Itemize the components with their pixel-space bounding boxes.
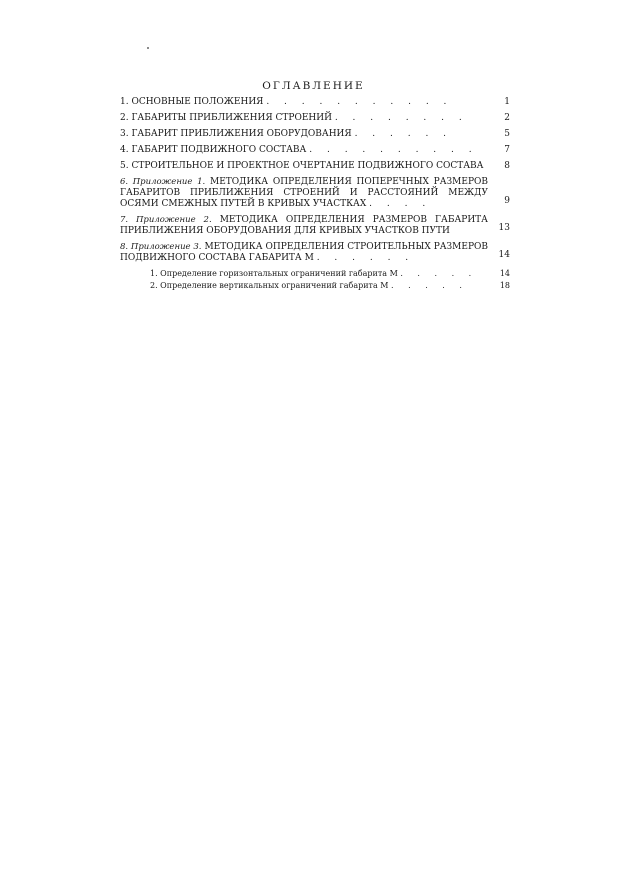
toc-page-number: 8 [504,161,510,171]
toc-page-number: 9 [504,196,510,206]
toc-entry-text: МЕТОДИКА ОПРЕДЕЛЕНИЯ СТРОИТЕЛЬНЫХ РАЗМЕРОВ ПОДВИЖНОГО СОСТАВА ГАБАРИТА М [120,242,489,263]
toc-leader-dots: . . . . . . . . . . . [266,97,453,107]
toc-subentry-1[interactable] [150,269,510,279]
toc-entry-appendix-label: 7. Приложение 2. [120,215,212,225]
toc-page-number: 2 [504,113,510,123]
toc-subentry-2[interactable] [150,281,510,291]
toc-page-number: 13 [498,223,510,233]
toc-entry-appendix-label: 6. Приложение 1. [120,177,206,187]
toc-page-number: 14 [499,269,510,278]
toc-leader-dots: . . . . . . [316,253,415,263]
toc-entry-text: 2. ГАБАРИТЫ ПРИБЛИЖЕНИЯ СТРОЕНИЙ [120,113,332,123]
toc-page-number: 18 [499,281,510,290]
toc-entry-text: 3. ГАБАРИТ ПРИБЛИЖЕНИЯ ОБОРУДОВАНИЯ [120,129,352,139]
toc-entry-3[interactable] [120,129,510,140]
toc-entry-8[interactable] [120,242,510,264]
toc-leader-dots: . . . . . . . . . . [309,145,478,155]
toc-entry-text: 5. СТРОИТЕЛЬНОЕ И ПРОЕКТНОЕ ОЧЕРТАНИЕ ПОДВИЖНОГО СОСТАВА [120,161,484,171]
toc-entry-text: МЕТОДИКА ОПРЕДЕЛЕНИЯ РАЗМЕРОВ ГАБАРИТА ПРИБЛИЖЕНИЯ ОБОРУДОВАНИЯ ДЛЯ КРИВЫХ УЧАСТКОВ ПУТИ [120,215,488,236]
toc-leader-dots: . . . . . . . . [334,113,468,123]
toc-leader-dots: . . . . . [391,281,468,290]
toc-entry-text: МЕТОДИКА ОПРЕДЕЛЕНИЯ ПОПЕРЕЧНЫХ РАЗМЕРОВ ГАБАРИТОВ ПРИБЛИЖЕНИЯ СТРОЕНИЙ И РАССТОЯНИЙ МЕЖДУ ОСЯМИ СМЕЖНЫХ ПУТЕЙ В КРИВЫХ УЧАСТКАХ [120,177,488,209]
toc-title: ОГЛАВЛЕНИЕ [262,80,365,92]
toc-entry-text: 1. ОСНОВНЫЕ ПОЛОЖЕНИЯ [120,97,264,107]
toc-entry-text: 4. ГАБАРИТ ПОДВИЖНОГО СОСТАВА [120,145,307,155]
toc-entry-1[interactable] [120,97,510,108]
toc-leader-dots: . . . . . [400,269,478,278]
toc-entry-4[interactable] [120,145,510,156]
toc-entry-7[interactable] [120,215,510,237]
toc-entry-appendix-label: 8. Приложение 3. [120,242,202,252]
toc-page-number: 1 [504,97,510,107]
toc-leader-dots: . . . . [369,199,432,209]
scan-speck [147,47,149,49]
toc-page-number: 14 [498,250,510,260]
toc-subentry-text: 1. Определение горизонтальных ограничений габарита М [150,269,398,278]
toc-entry-6[interactable] [120,177,510,210]
toc-page-number: 5 [504,129,510,139]
toc-subentry-text: 2. Определение вертикальных ограничений габарита М [150,281,389,290]
toc-entry-2[interactable] [120,113,510,124]
toc-leader-dots: . . . . . . [354,129,453,139]
toc-page-number: 7 [504,145,510,155]
table-of-contents [120,97,510,293]
toc-entry-5[interactable] [120,161,510,172]
